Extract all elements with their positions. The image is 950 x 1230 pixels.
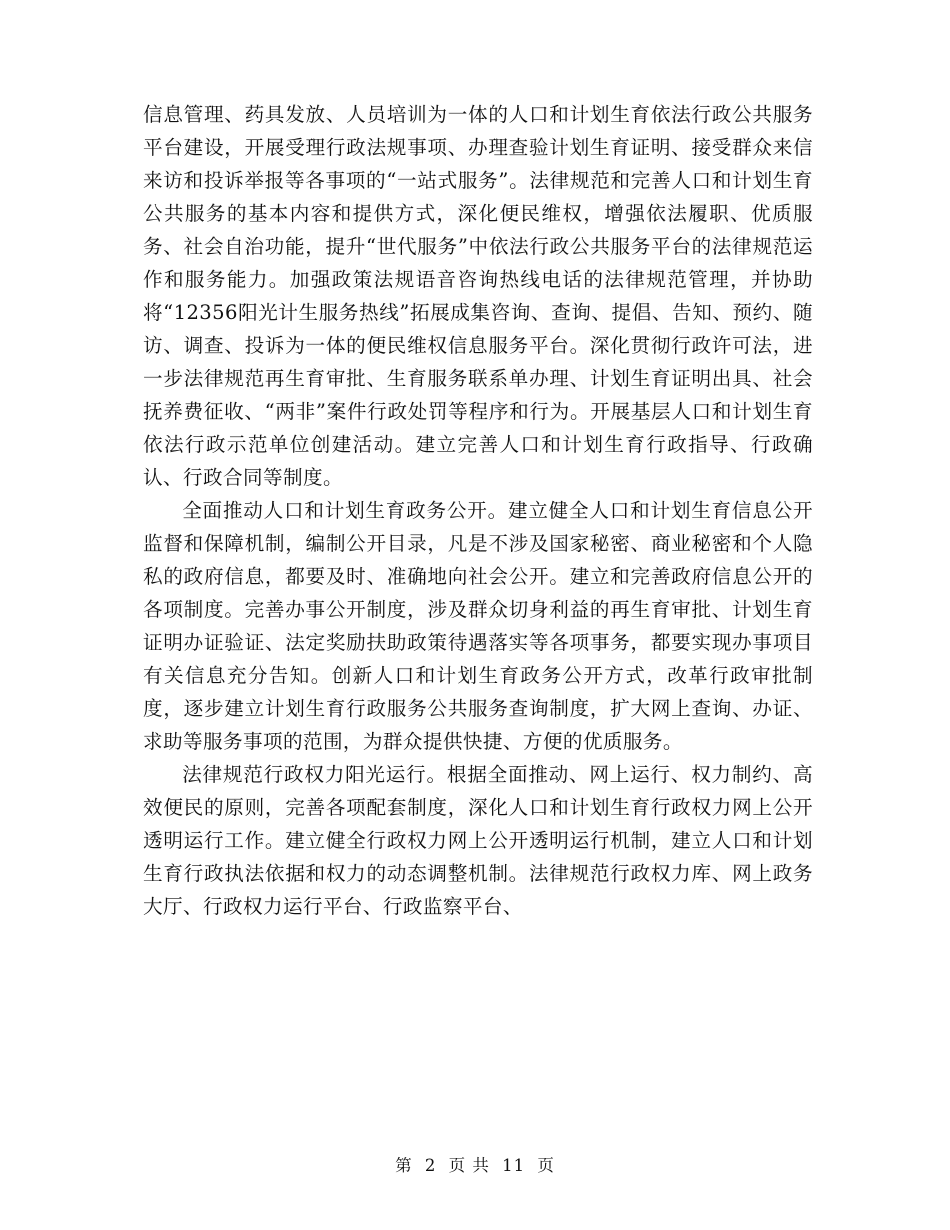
footer-page-number: 2 bbox=[424, 1156, 437, 1175]
footer-total-pages: 11 bbox=[502, 1156, 526, 1175]
paragraph-3: 法律规范行政权力阳光运行。根据全面推动、网上运行、权力制约、高效便民的原则，完善各项配套制度，深化人口和计划生育行政权力网上公开透明运行工作。建立健全行政权力网上公开透明运行机制，建立人口和计划生育行政执法依据和权力的动态调整机制。法律规范行政权力库、网上政务大厅、行政权力运行平台、行政监察平台、 bbox=[143, 763, 813, 918]
footer-suffix: 页 bbox=[537, 1156, 555, 1175]
paragraph-1: 信息管理、药具发放、人员培训为一体的人口和计划生育依法行政公共服务平台建设，开展受理行政法规事项、办理查验计划生育证明、接受群众来信来访和投诉举报等各事项的“一站式服务”。法律规范和完善人口和计划生育公共服务的基本内容和提供方式，深化便民维权，增强依法履职、优质服务、社会自治功能，提升“世代服务”中依法行政公共服务平台的法律规范运作和服务能力。加强政策法规语音咨询热线电话的法律规范管理，并协助将“12356阳光计生服务热线”拓展成集咨询、查询、提倡、告知、预约、随访、调查、投诉为一体的便民维权信息服务平台。深化贯彻行政许可法，进一步法律规范再生育审批、生育服务联系单办理、计划生育证明出具、社会抚养费征收、“两非”案件行政处罚等程序和行为。开展基层人口和计划生育依法行政示范单位创建活动。建立完善人口和计划生育行政指导、行政确认、行政合同等制度。 bbox=[143, 103, 813, 489]
paragraph-2: 全面推动人口和计划生育政务公开。建立健全人口和计划生育信息公开监督和保障机制，编制公开目录，凡是不涉及国家秘密、商业秘密和个人隐私的政府信息，都要及时、准确地向社会公开。建立和完善政府信息公开的各项制度。完善办事公开制度，涉及群众切身利益的再生育审批、计划生育证明办证验证、法定奖励扶助政策待遇落实等各项事务，都要实现办事项目有关信息充分告知。创新人口和计划生育政务公开方式，改革行政审批制度，逐步建立计划生育行政服务公共服务查询制度，扩大网上查询、办证、求助等服务事项的范围，为群众提供快捷、方便的优质服务。 bbox=[143, 499, 813, 753]
footer-prefix: 第 bbox=[395, 1156, 413, 1175]
document-body bbox=[143, 98, 813, 923]
footer-middle: 页 共 bbox=[448, 1156, 490, 1175]
page-footer bbox=[0, 1152, 950, 1176]
